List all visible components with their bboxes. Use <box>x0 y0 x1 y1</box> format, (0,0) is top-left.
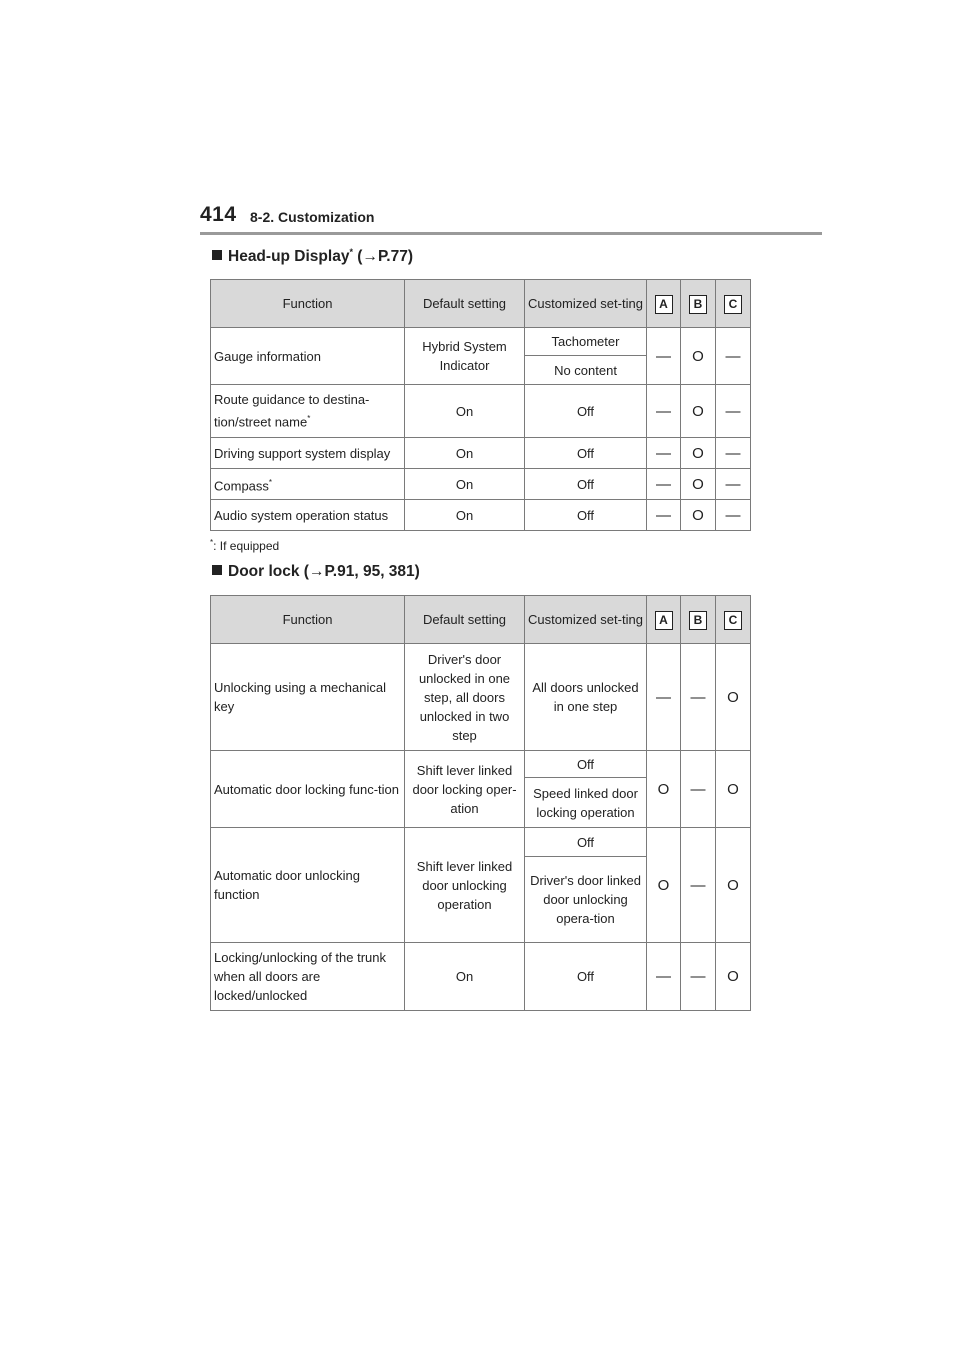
asterisk-mark: * <box>349 247 353 257</box>
door-lock-heading <box>212 563 420 581</box>
mark-b-cell: O <box>681 385 716 438</box>
page-number: 414 <box>200 203 237 226</box>
footnote-text: : If equipped <box>213 539 280 553</box>
table-row <box>211 751 751 778</box>
section-title: 8-2. Customization <box>250 209 375 225</box>
column-header-function: Function <box>211 596 405 644</box>
heading-title: Door lock <box>228 563 300 580</box>
mark-a-cell: — <box>647 943 681 1011</box>
option-cell: Off <box>525 385 647 438</box>
heading-title: Head-up Display <box>228 248 350 266</box>
table-row <box>211 438 751 469</box>
function-cell: Compass* <box>211 469 405 500</box>
column-header-b: B <box>681 596 716 644</box>
default-cell: Driver's door unlocked in one step, all doors unlocked in two step <box>405 644 525 751</box>
mark-c-cell: O <box>716 751 751 828</box>
page-reference: (→P.91, 95, 381) <box>303 563 420 580</box>
default-cell: Hybrid System Indicator <box>405 328 525 385</box>
mark-a-cell: — <box>647 644 681 751</box>
square-bullet-icon <box>212 250 222 260</box>
mark-b-cell: — <box>681 644 716 751</box>
table-header-row <box>211 280 751 328</box>
default-cell: On <box>405 500 525 531</box>
mark-c-cell: O <box>716 943 751 1011</box>
mark-a-cell: — <box>647 328 681 385</box>
table-row <box>211 469 751 500</box>
mark-c-cell: O <box>716 828 751 943</box>
column-header-function: Function <box>211 280 405 328</box>
option-cell: No content <box>525 356 647 385</box>
table-row <box>211 828 751 857</box>
column-header-customized: Customized set-ting <box>525 280 647 328</box>
option-cell: Off <box>525 469 647 500</box>
function-cell: Unlocking using a mechanical key <box>211 644 405 751</box>
mark-a-cell: — <box>647 500 681 531</box>
column-header-default: Default setting <box>405 280 525 328</box>
default-cell: On <box>405 943 525 1011</box>
mark-a-cell: O <box>647 828 681 943</box>
default-cell: On <box>405 438 525 469</box>
mark-b-cell: O <box>681 500 716 531</box>
table-row <box>211 644 751 751</box>
column-header-c: C <box>716 596 751 644</box>
mark-a-cell: — <box>647 438 681 469</box>
option-cell: All doors unlocked in one step <box>525 644 647 751</box>
table-row <box>211 943 751 1011</box>
mark-c-cell: — <box>716 385 751 438</box>
default-cell: Shift lever linked door locking oper-ation <box>405 751 525 828</box>
door-lock-table <box>210 595 751 1011</box>
mark-b-cell: — <box>681 943 716 1011</box>
mark-b-cell: O <box>681 438 716 469</box>
option-cell: Off <box>525 943 647 1011</box>
mark-a-cell: — <box>647 385 681 438</box>
option-cell: Off <box>525 751 647 778</box>
function-cell: Audio system operation status <box>211 500 405 531</box>
column-header-a: A <box>647 280 681 328</box>
option-cell: Off <box>525 438 647 469</box>
option-cell: Tachometer <box>525 328 647 356</box>
function-cell: Automatic door unlocking function <box>211 828 405 943</box>
header-rule <box>200 232 822 235</box>
table-row <box>211 500 751 531</box>
option-cell: Driver's door linked door unlocking opera-tion <box>525 857 647 943</box>
table-row <box>211 385 751 438</box>
mark-c-cell: — <box>716 500 751 531</box>
mark-c-cell: — <box>716 328 751 385</box>
head-up-display-heading <box>212 247 413 266</box>
option-cell: Speed linked door locking operation <box>525 778 647 828</box>
footnote <box>210 538 279 553</box>
page-reference: (→P.77) <box>357 248 413 266</box>
option-cell: Off <box>525 500 647 531</box>
column-header-b: B <box>681 280 716 328</box>
default-cell: On <box>405 385 525 438</box>
function-cell: Driving support system display <box>211 438 405 469</box>
mark-b-cell: O <box>681 469 716 500</box>
function-cell: Gauge information <box>211 328 405 385</box>
head-up-display-table <box>210 279 751 531</box>
mark-c-cell: — <box>716 469 751 500</box>
column-header-a: A <box>647 596 681 644</box>
table-header-row <box>211 596 751 644</box>
function-cell: Automatic door locking func-tion <box>211 751 405 828</box>
table-row <box>211 328 751 356</box>
mark-a-cell: O <box>647 751 681 828</box>
column-header-c: C <box>716 280 751 328</box>
mark-b-cell: — <box>681 751 716 828</box>
mark-c-cell: O <box>716 644 751 751</box>
square-bullet-icon <box>212 565 222 575</box>
column-header-customized: Customized set-ting <box>525 596 647 644</box>
footnote-mark: * <box>210 538 214 547</box>
column-header-default: Default setting <box>405 596 525 644</box>
mark-a-cell: — <box>647 469 681 500</box>
option-cell: Off <box>525 828 647 857</box>
default-cell: Shift lever linked door unlocking operation <box>405 828 525 943</box>
mark-b-cell: O <box>681 328 716 385</box>
function-cell: Locking/unlocking of the trunk when all doors are locked/unlocked <box>211 943 405 1011</box>
function-cell: Route guidance to destina-tion/street name* <box>211 385 405 438</box>
default-cell: On <box>405 469 525 500</box>
mark-c-cell: — <box>716 438 751 469</box>
mark-b-cell: — <box>681 828 716 943</box>
